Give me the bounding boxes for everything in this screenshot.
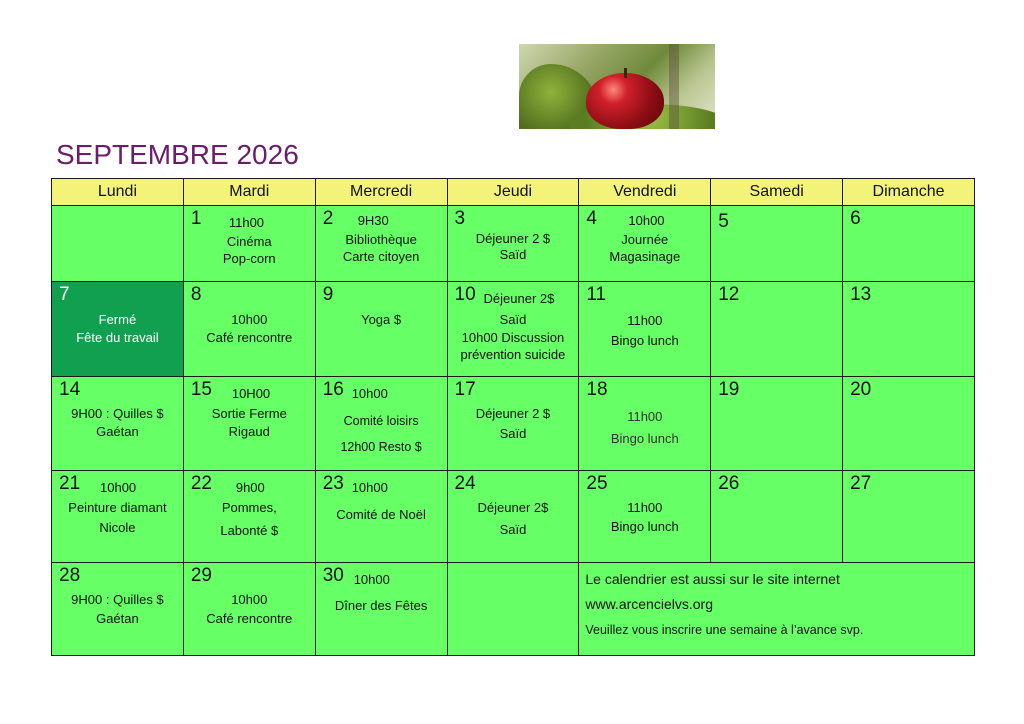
day-cell bbox=[183, 471, 315, 563]
day-cell bbox=[579, 206, 711, 282]
event-line: Café rencontre bbox=[206, 611, 293, 626]
day-cell bbox=[183, 282, 315, 377]
day-number: 6 bbox=[850, 208, 861, 229]
empty-day-cell bbox=[447, 563, 579, 656]
event-line: 10h00 bbox=[231, 312, 268, 327]
day-number: 1 bbox=[190, 208, 202, 229]
week-row bbox=[52, 563, 975, 656]
event-line: 10h00 Discussion bbox=[461, 330, 565, 345]
event-line: Saïd bbox=[499, 247, 527, 262]
notice-cell bbox=[579, 563, 975, 656]
day-number: 14 bbox=[59, 379, 81, 400]
day-cell bbox=[52, 377, 184, 471]
event-line: Pommes, bbox=[221, 500, 277, 515]
apple-stem bbox=[624, 68, 627, 78]
day-number: 29 bbox=[190, 565, 212, 586]
weekday-header: Lundi bbox=[52, 179, 184, 206]
day-number: 30 bbox=[322, 565, 344, 586]
event-time: 10h00 bbox=[100, 480, 137, 495]
day-cell bbox=[843, 377, 975, 471]
apple-photo bbox=[519, 44, 715, 129]
event-line: Bingo lunch bbox=[610, 333, 679, 348]
event-line: 12h00 Resto $ bbox=[340, 440, 422, 454]
event-line: Café rencontre bbox=[206, 330, 293, 345]
day-number: 22 bbox=[190, 473, 212, 494]
event-line: Bingo lunch bbox=[610, 431, 679, 446]
event-line: Dîner des Fêtes bbox=[334, 598, 428, 613]
day-number: 27 bbox=[850, 473, 872, 494]
event-time: 10h00 bbox=[628, 213, 665, 228]
day-cell bbox=[52, 563, 184, 656]
day-number: 28 bbox=[59, 565, 81, 586]
day-number: 26 bbox=[718, 473, 740, 494]
day-number: 2 bbox=[322, 208, 334, 229]
event-time: 10h00 bbox=[353, 572, 390, 587]
day-cell bbox=[843, 471, 975, 563]
day-number: 5 bbox=[718, 211, 729, 232]
event-line: Bibliothèque bbox=[345, 232, 417, 247]
day-cell bbox=[447, 282, 579, 377]
day-number: 10 bbox=[454, 284, 476, 305]
day-cell bbox=[711, 282, 843, 377]
day-cell bbox=[711, 206, 843, 282]
day-cell bbox=[315, 471, 447, 563]
event-line: Rigaud bbox=[228, 424, 270, 439]
notice-registration-line: Veuillez vous inscrire une semaine à l’avance svp. bbox=[585, 623, 864, 637]
week-row bbox=[52, 282, 975, 377]
day-cell bbox=[711, 377, 843, 471]
event-time: 9h00 bbox=[235, 480, 265, 495]
day-number: 8 bbox=[190, 284, 202, 305]
day-cell bbox=[447, 377, 579, 471]
event-line: Bingo lunch bbox=[610, 519, 679, 534]
day-cell-closed bbox=[52, 282, 184, 377]
event-line: 11h00 bbox=[627, 409, 663, 424]
week-row bbox=[52, 206, 975, 282]
day-number: 7 bbox=[59, 284, 70, 305]
day-cell bbox=[315, 206, 447, 282]
day-number: 20 bbox=[850, 379, 872, 400]
notice-website-line: Le calendrier est aussi sur le site internet bbox=[585, 571, 840, 587]
event-line: Saïd bbox=[499, 426, 527, 441]
weekday-header: Vendredi bbox=[579, 179, 711, 206]
event-time: 10h00 bbox=[351, 386, 388, 401]
event-line: Saïd bbox=[499, 522, 527, 537]
day-cell bbox=[843, 206, 975, 282]
day-cell bbox=[579, 282, 711, 377]
weekday-header: Dimanche bbox=[843, 179, 975, 206]
event-line: Gaétan bbox=[96, 424, 139, 439]
event-line: Déjeuner 2 $ bbox=[475, 231, 551, 246]
day-cell bbox=[315, 282, 447, 377]
day-cell bbox=[183, 377, 315, 471]
day-number: 3 bbox=[454, 208, 466, 229]
day-cell bbox=[447, 471, 579, 563]
day-number: 15 bbox=[190, 379, 212, 400]
calendar-table bbox=[51, 178, 975, 656]
day-cell bbox=[315, 377, 447, 471]
day-number: 13 bbox=[850, 284, 872, 305]
day-number: 16 bbox=[322, 379, 344, 400]
event-line: Saïd bbox=[499, 312, 527, 327]
branch-shape bbox=[669, 44, 679, 129]
day-cell bbox=[579, 377, 711, 471]
weekday-header: Samedi bbox=[711, 179, 843, 206]
event-line: Déjeuner 2 $ bbox=[475, 406, 551, 421]
day-number: 24 bbox=[454, 473, 476, 494]
day-number: 9 bbox=[322, 284, 334, 305]
day-cell bbox=[315, 563, 447, 656]
event-line: Fermé bbox=[98, 312, 137, 327]
day-number: 19 bbox=[718, 379, 740, 400]
day-cell bbox=[447, 206, 579, 282]
apple-icon bbox=[586, 73, 664, 129]
event-line: Comité de Noël bbox=[336, 507, 426, 522]
day-cell bbox=[579, 471, 711, 563]
day-number: 23 bbox=[322, 473, 344, 494]
event-time: 9H30 bbox=[357, 213, 389, 228]
event-line: Fête du travail bbox=[76, 330, 159, 345]
week-row bbox=[52, 377, 975, 471]
weekday-header: Jeudi bbox=[447, 179, 579, 206]
day-number: 21 bbox=[59, 473, 81, 494]
day-cell bbox=[843, 282, 975, 377]
event-line: Yoga $ bbox=[361, 312, 402, 327]
day-cell bbox=[52, 471, 184, 563]
website-link[interactable]: www.arcencielvs.org bbox=[585, 596, 713, 612]
day-number: 18 bbox=[586, 379, 608, 400]
weekday-header-row bbox=[52, 179, 975, 206]
event-line: 9H00 : Quilles $ bbox=[71, 592, 164, 607]
event-line: 11h00 bbox=[627, 500, 663, 515]
event-line: Gaétan bbox=[96, 611, 139, 626]
weekday-header: Mardi bbox=[183, 179, 315, 206]
weekday-header: Mercredi bbox=[315, 179, 447, 206]
calendar-title: SEPTEMBRE 2026 bbox=[56, 139, 299, 170]
week-row bbox=[52, 471, 975, 563]
day-cell bbox=[183, 563, 315, 656]
day-number: 11 bbox=[586, 284, 607, 305]
event-line: Carte citoyen bbox=[342, 249, 420, 264]
empty-day-cell bbox=[52, 206, 184, 282]
event-line: 11h00 bbox=[627, 313, 663, 328]
event-time: 10H00 bbox=[231, 386, 271, 401]
event-line: prévention suicide bbox=[460, 347, 566, 362]
event-line: 9H00 : Quilles $ bbox=[71, 406, 164, 421]
event-line: Magasinage bbox=[609, 249, 681, 264]
event-line: Sortie Ferme bbox=[211, 406, 287, 421]
event-line: 10h00 bbox=[231, 592, 268, 607]
day-number: 17 bbox=[454, 379, 476, 400]
event-line: Comité loisirs bbox=[343, 414, 419, 428]
event-line: Déjeuner 2$ bbox=[483, 291, 555, 306]
day-cell bbox=[711, 471, 843, 563]
event-line: Cinéma bbox=[226, 234, 272, 249]
day-number: 25 bbox=[586, 473, 608, 494]
event-time: 11h00 bbox=[228, 215, 265, 230]
event-time: 10h00 bbox=[351, 480, 388, 495]
event-line: Peinture diamant bbox=[68, 500, 167, 515]
event-line: Déjeuner 2$ bbox=[477, 500, 549, 515]
event-line: Journée bbox=[621, 232, 669, 247]
day-number: 12 bbox=[718, 284, 740, 305]
event-line: Nicole bbox=[99, 520, 136, 535]
event-line: Pop-corn bbox=[222, 251, 276, 266]
day-cell bbox=[183, 206, 315, 282]
event-line: Labonté $ bbox=[220, 523, 279, 538]
day-number: 4 bbox=[586, 208, 597, 229]
